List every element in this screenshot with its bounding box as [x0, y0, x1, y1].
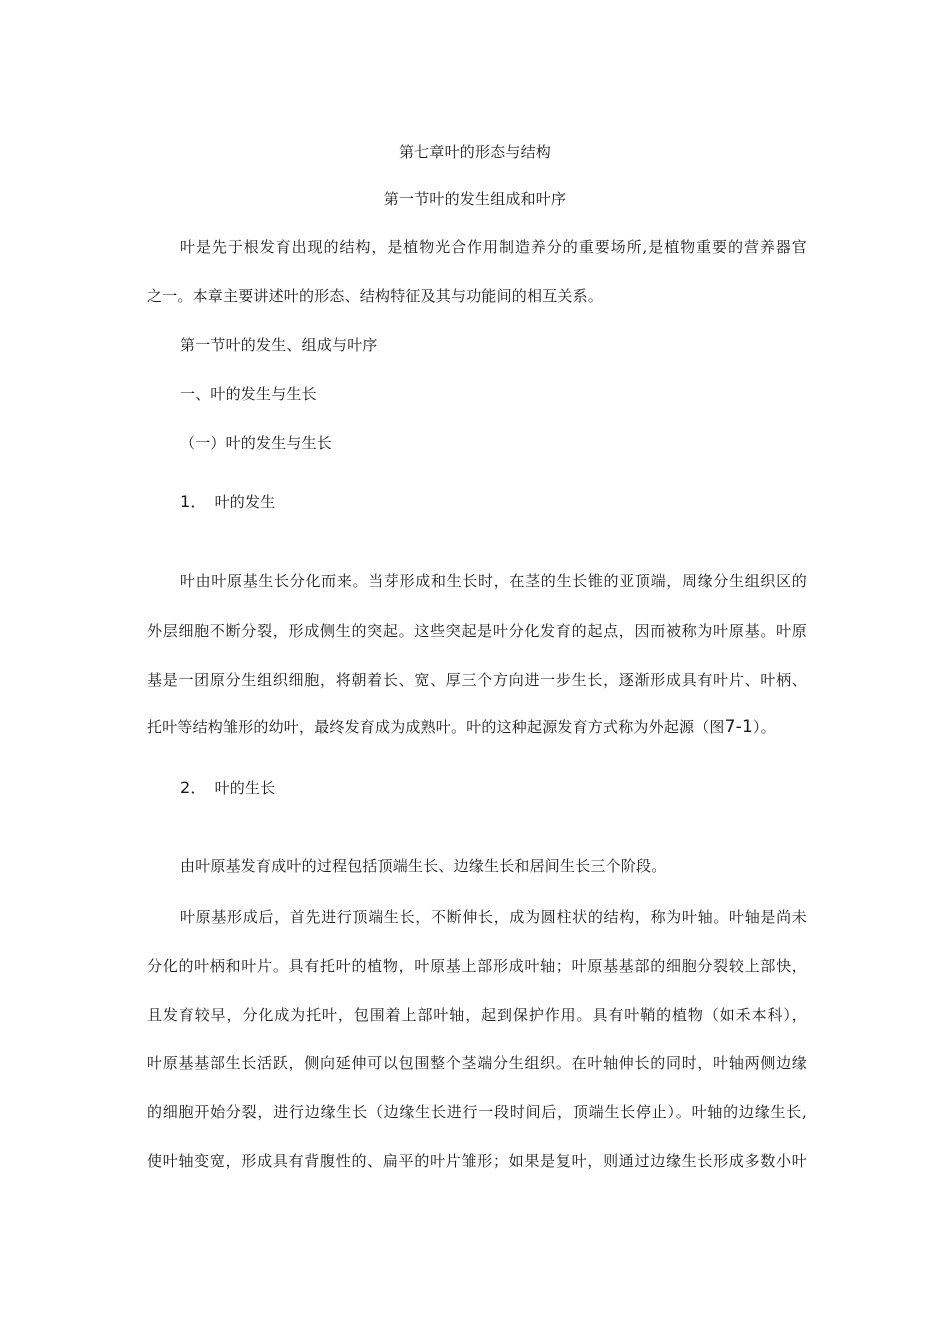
part-heading: 一、叶的发生与生长: [180, 385, 317, 403]
figure-reference: 7-1: [724, 717, 753, 737]
paragraph-line: 使叶轴变宽，形成具有背腹性的、扁平的叶片雏形；如果是复叶，则通过边缘生长形成多数小叶: [147, 1152, 807, 1170]
paragraph-line: 叶原基形成后，首先进行顶端生长，不断伸长，成为圆柱状的结构，称为叶轴。叶轴是尚未: [180, 908, 807, 926]
item-title: 叶的发生: [214, 493, 276, 511]
paragraph-line: 基是一团原分生组织细胞，将朝着长、宽、厚三个方向进一步生长，逐渐形成具有叶片、叶柄、: [147, 671, 807, 689]
paragraph-line: 叶由叶原基生长分化而来。当芽形成和生长时，在茎的生长锥的亚顶端，周缘分生组织区的: [180, 572, 807, 590]
intro-paragraph-line: 之一。本章主要讲述叶的形态、结构特征及其与功能间的相互关系。: [147, 287, 604, 305]
item-number: 2．: [180, 778, 207, 797]
chapter-title: 第七章叶的形态与结构: [398, 143, 551, 161]
subsection-heading: （一）叶的发生与生长: [180, 434, 333, 452]
item-heading: [180, 492, 275, 512]
paragraph-line: 分化的叶柄和叶片。具有托叶的植物，叶原基上部形成叶轴；叶原基基部的细胞分裂较上部快，: [147, 957, 807, 975]
paragraph-line: 叶原基基部生长活跃，侧向延伸可以包围整个茎端分生组织。在叶轴伸长的同时，叶轴两侧边缘: [147, 1054, 807, 1072]
paragraph-line: [147, 717, 776, 737]
section-heading: 第一节叶的发生、组成与叶序: [180, 336, 378, 354]
paragraph-text: ）。: [752, 718, 776, 736]
paragraph-line: 外层细胞不断分裂，形成侧生的突起。这些突起是叶分化发育的起点，因而被称为叶原基。叶原: [147, 622, 807, 640]
paragraph-line: 且发育较早，分化成为托叶，包围着上部叶轴，起到保护作用。具有叶鞘的植物（如禾本科），: [147, 1006, 807, 1024]
paragraph-line: 由叶原基发育成叶的过程包括顶端生长、边缘生长和居间生长三个阶段。: [180, 857, 667, 875]
intro-paragraph-line: 叶是先于根发育出现的结构，是植物光合作用制造养分的重要场所,是植物重要的营养器官: [180, 238, 807, 256]
item-title: 叶的生长: [214, 779, 276, 797]
item-heading: [180, 778, 275, 798]
paragraph-text: 托叶等结构雏形的幼叶，最终发育成为成熟叶。叶的这种起源发育方式称为外起源（图: [147, 718, 725, 736]
section-title: 第一节叶的发生组成和叶序: [383, 190, 567, 208]
paragraph-line: 的细胞开始分裂，进行边缘生长（边缘生长进行一段时间后，顶端生长停止）。叶轴的边缘生长,: [147, 1103, 807, 1121]
item-number: 1．: [180, 492, 207, 511]
